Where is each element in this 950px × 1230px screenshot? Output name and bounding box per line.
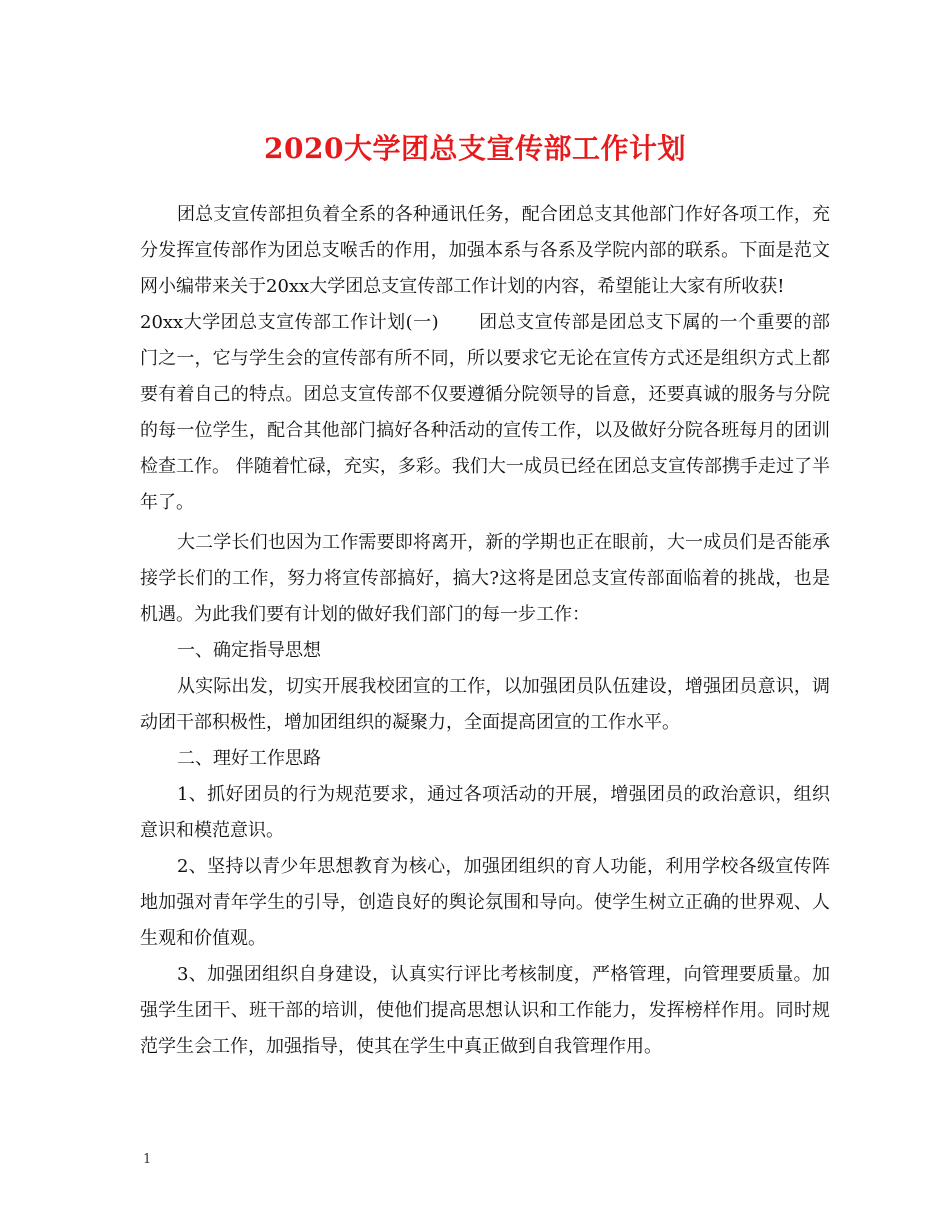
plan-body: 团总支宣传部是团总支下属的一个重要的部门之一，它与学生会的宣传部有所不同，所以要求它无论在宣传方式还是组织方式上都要有着自己的特点。团总支宣传部不仅要遵循分院领导的旨意，还要真诚的服务与分院的每一位学生，配合其他部门搞好各种活动的宣传工作，以及做好分院各班每月的团训检查工作。 伴随着忙碌，充实，多彩。我们大一成员已经在团总支宣传部携手走过了半年了。 <box>140 312 830 513</box>
plan-paragraph <box>140 305 830 521</box>
page-number: 1 <box>143 1152 152 1167</box>
section-heading-guiding-ideology: 一、确定指导思想 <box>177 640 321 661</box>
section-heading-work-ideas: 二、理好工作思路 <box>177 748 321 769</box>
work-item-3: 3、加强团组织自身建设，认真实行评比考核制度，严格管理，向管理要质量。加强学生团干、班干部的培训，使他们提高思想认识和工作能力，发挥榜样作用。同时规范学生会工作，加强指导，使其在学生中真正做到自我管理作用。 <box>140 964 830 1057</box>
section-body-guiding-ideology: 从实际出发，切实开展我校团宣的工作，以加强团员队伍建设，增强团员意识，调动团干部积极性，增加团组织的凝聚力，全面提高团宣的工作水平。 <box>140 676 830 733</box>
document-title: 2020大学团总支宣传部工作计划 <box>264 132 686 165</box>
plan-heading: 20xx大学团总支宣传部工作计划(一) <box>140 312 439 333</box>
work-item-1: 1、抓好团员的行为规范要求，通过各项活动的开展，增强团员的政治意识，组织意识和模范意识。 <box>140 784 830 841</box>
work-item-2: 2、坚持以青少年思想教育为核心，加强团组织的育人功能，利用学校各级宣传阵地加强对青年学生的引导，创造良好的舆论氛围和导向。使学生树立正确的世界观、人生观和价值观。 <box>140 856 830 949</box>
challenge-paragraph: 大二学长们也因为工作需要即将离开，新的学期也正在眼前，大一成员们是否能承接学长们的工作，努力将宣传部搞好，搞大?这将是团总支宣传部面临着的挑战，也是机遇。为此我们要有计划的做好我们部门的每一步工作： <box>140 532 830 625</box>
document-body <box>140 197 830 1065</box>
intro-paragraph: 团总支宣传部担负着全系的各种通讯任务，配合团总支其他部门作好各项工作，充分发挥宣传部作为团总支喉舌的作用，加强本系与各系及学院内部的联系。下面是范文网小编带来关于20xx大学团总支宣传部工作计划的内容，希望能让大家有所收获! <box>140 204 830 297</box>
